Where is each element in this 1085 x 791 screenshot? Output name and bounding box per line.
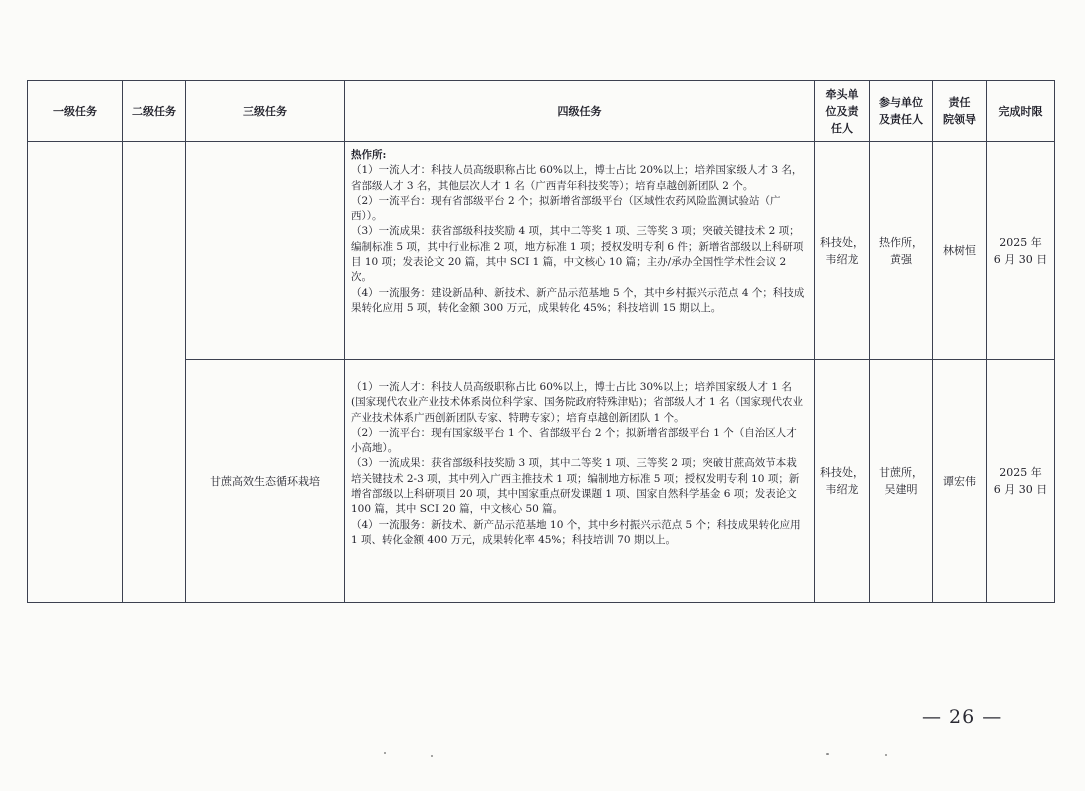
header-lead-line2: 位及责 — [825, 104, 859, 118]
lead-person: 韦绍龙 — [825, 252, 859, 266]
deadline-date: 6 月 30 日 — [993, 483, 1048, 496]
partner-unit-cell — [870, 142, 933, 360]
header-partner-line2: 及责任人 — [879, 113, 923, 126]
header-leader-line2: 院领导 — [943, 113, 976, 126]
task-item: （4）一流服务：建设新品种、新技术、新产品示范基地 5 个，其中乡村振兴示范点 4 个；科技成果转化应用 5 项，转化金额 300 万元，成果转化 45%；科技培训 15 期以上。 — [351, 286, 805, 314]
scan-speck — [885, 754, 887, 756]
deadline-year: 2025 年 — [999, 466, 1042, 479]
scan-speck — [431, 755, 433, 757]
page-number: — 26 — — [922, 706, 1003, 728]
scan-speck — [384, 752, 386, 754]
task-item: （1）一流人才：科技人员高级职称占比 60%以上，博士占比 20%以上；培养国家级人才 3 名，省部级人才 3 名，其他层次人才 1 名（广西青年科技奖等）；培育卓越创新团队 2 个。 — [351, 164, 803, 192]
deadline-cell — [987, 142, 1055, 360]
header-level3: 三级任务 — [186, 81, 345, 142]
header-leader-line1: 责任 — [948, 96, 971, 109]
header-level2: 二级任务 — [123, 81, 186, 142]
partner-unit: 甘蔗所， — [879, 466, 923, 479]
task-item: （1）一流人才：科技人员高级职称占比 60%以上，博士占比 30%以上；培养国家级人才 1 名(国家现代农业产业技术体系岗位科学家、国务院政府特殊津贴)；省部级人才 1 名（国家现代农业产业技术体系广西创新团队专家、特聘专家）；培育卓越创新团队 1 个。 — [351, 381, 804, 424]
level2-cell — [123, 142, 186, 603]
level3-cell: 甘蔗高效生态循环栽培 — [186, 360, 345, 603]
header-responsible-leader — [933, 81, 987, 142]
deadline-year: 2025 年 — [999, 235, 1042, 249]
level1-cell — [28, 142, 123, 603]
level3-cell — [186, 142, 345, 360]
lead-unit-cell — [815, 142, 870, 360]
lead-unit-cell — [815, 360, 870, 603]
task-item: （3）一流成果：获省部级科技奖励 3 项，其中二等奖 1 项、三等奖 2 项；突破甘蔗高效节本栽培关键技术 2-3 项，其中列入广西主推技术 1 项；编制地方标准 5 项；授权发明专利 10 项；新增省部级以上科研项目 20 项，其中国家重点研发课题 1 项、国家自然科学基金 6 项；发表论文 100 篇，其中 SCI 20 篇，中文核心 50 篇。 — [351, 457, 800, 516]
lead-person: 韦绍龙 — [825, 483, 859, 496]
responsible-leader-cell: 谭宏伟 — [933, 360, 987, 603]
table-row — [28, 142, 1055, 360]
responsible-leader-cell: 林树恒 — [933, 142, 987, 360]
task-item: （2）一流平台：现有国家级平台 1 个、省部级平台 2 个；拟新增省部级平台 1 个（自治区人才小高地）。 — [351, 426, 797, 455]
header-lead-unit — [815, 81, 870, 142]
header-lead-line1: 牵头单 — [825, 87, 859, 101]
scan-speck — [826, 753, 829, 755]
header-level4: 四级任务 — [345, 81, 815, 142]
deadline-cell — [987, 360, 1055, 603]
header-level1: 一级任务 — [28, 81, 123, 142]
header-lead-line3: 任人 — [831, 121, 853, 135]
task-item: （2）一流平台：现有省部级平台 2 个；拟新增省部级平台（区域性农药风险监测试验站（广西））。 — [351, 194, 781, 223]
deadline-date: 6 月 30 日 — [993, 252, 1048, 266]
lead-unit: 科技处， — [820, 466, 864, 479]
level4-cell — [345, 142, 815, 360]
header-deadline: 完成时限 — [987, 81, 1055, 142]
org-label: 热作所: — [351, 149, 387, 161]
header-partner-unit — [870, 81, 933, 142]
partner-unit: 热作所， — [879, 235, 923, 249]
level4-cell — [345, 360, 815, 603]
header-row — [28, 81, 1055, 142]
partner-person: 吴建明 — [884, 483, 918, 496]
task-item: （4）一流服务：新技术、新产品示范基地 10 个，其中乡村振兴示范点 5 个；科技成果转化应用 1 项、转化金额 400 万元，成果转化率 45%；科技培训 70 期以上。 — [351, 518, 801, 546]
task-table — [27, 80, 1055, 603]
task-item: （3）一流成果：获省部级科技奖励 4 项，其中二等奖 1 项、三等奖 3 项；突破关键技术 2 项；编制标准 5 项，其中行业标准 2 项，地方标准 1 项；授权发明专利 6 件；新增省部级以上科研项目 10 项；发表论文 20 篇，其中 SCI 1 篇，中文核心 10 篇；主办/承办全国性学术性会议 2 次。 — [351, 225, 804, 284]
partner-person: 黄强 — [890, 252, 912, 266]
header-partner-line1: 参与单位 — [879, 96, 923, 109]
lead-unit: 科技处， — [820, 235, 864, 249]
partner-unit-cell — [870, 360, 933, 603]
